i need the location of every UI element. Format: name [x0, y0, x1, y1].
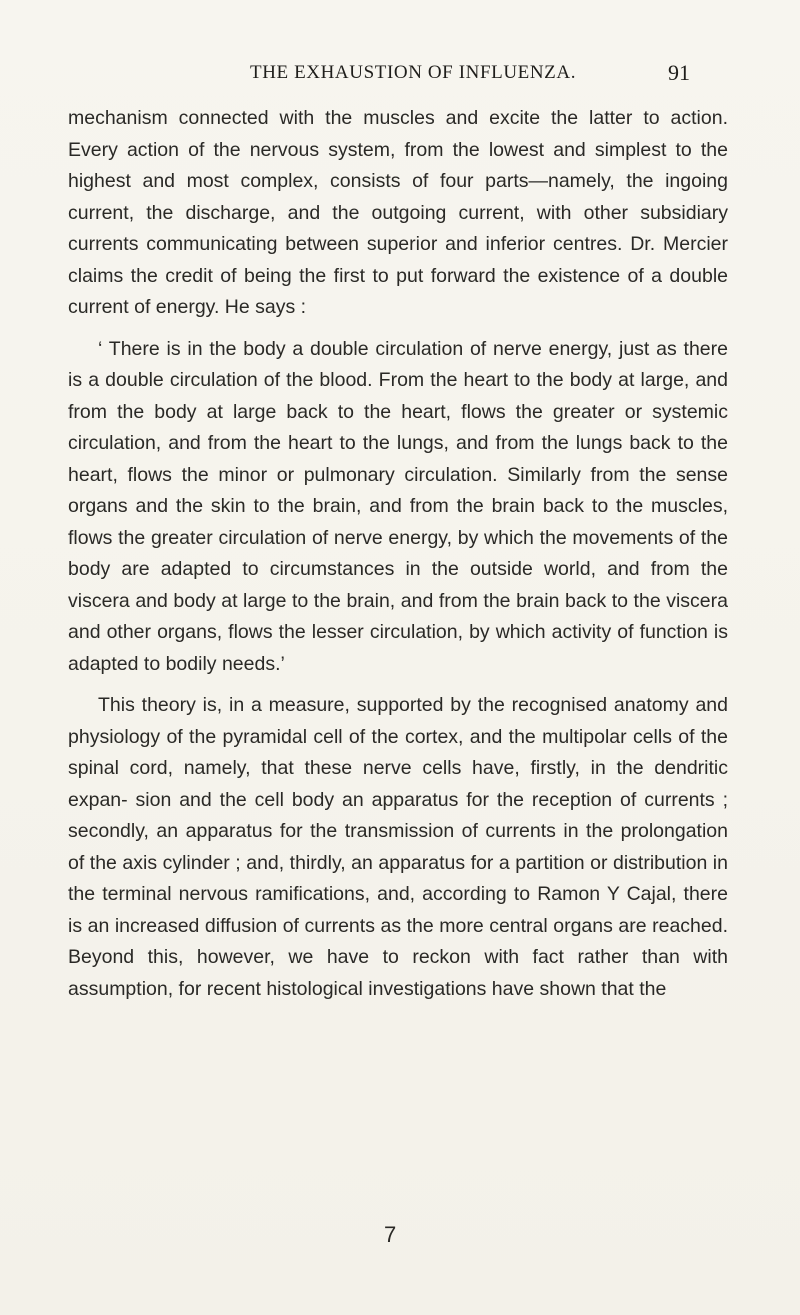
running-head: THE EXHAUSTION OF INFLUENZA. [250, 62, 577, 83]
paragraph: This theory is, in a measure, supported by the recognised anatomy and physiology of the pyramidal cell of the cortex, and the multipolar cells of the spinal cord, namely, that these nerve cells have, firstly, in the dendritic expan- sion and the cell body an apparatus for the reception of currents ; secondly, an apparatus for the transmission of currents in the prolongation of the axis cylinder ; and, thirdly, an apparatus for a partition or distribution in the terminal nervous ramifications, and, according to Ramon Y Cajal, there is an increased diffusion of currents as the more central organs are reached. Beyond this, however, we have to reckon with fact rather than with assumption, for recent histological investigations have shown that the [68, 694, 728, 1000]
page-number: 91 [668, 60, 690, 85]
paragraph: mechanism connected with the muscles and excite the latter to action. Every action of the nervous system, from the lowest and simplest to the highest and most complex, consists of four parts—namely, the ingoing current, the discharge, and the outgoing current, with other subsidiary currents communicating between superior and inferior centres. Dr. Mercier claims the credit of being the first to put forward the existence of a double current of energy. He says : [68, 107, 728, 318]
signature-mark: 7 [384, 1222, 397, 1247]
quote-paragraph: ‘ There is in the body a double circulation of nerve energy, just as there is a double circulation of the blood. From the heart to the body at large, and from the body at large back to the heart, flows the greater or systemic circulation, and from the heart to the lungs, and from the lungs back to the heart, flows the minor or pulmonary circulation. Similarly from the sense organs and the skin to the brain, and from the brain back to the muscles, flows the greater circulation of nerve energy, by which the movements of the body are adapted to circumstances in the outside world, and from the viscera and body at large to the brain, and from the brain back to the viscera and other organs, flows the lesser circulation, by which activity of function is adapted to bodily needs.’ [68, 337, 728, 675]
body-text [68, 103, 728, 1005]
